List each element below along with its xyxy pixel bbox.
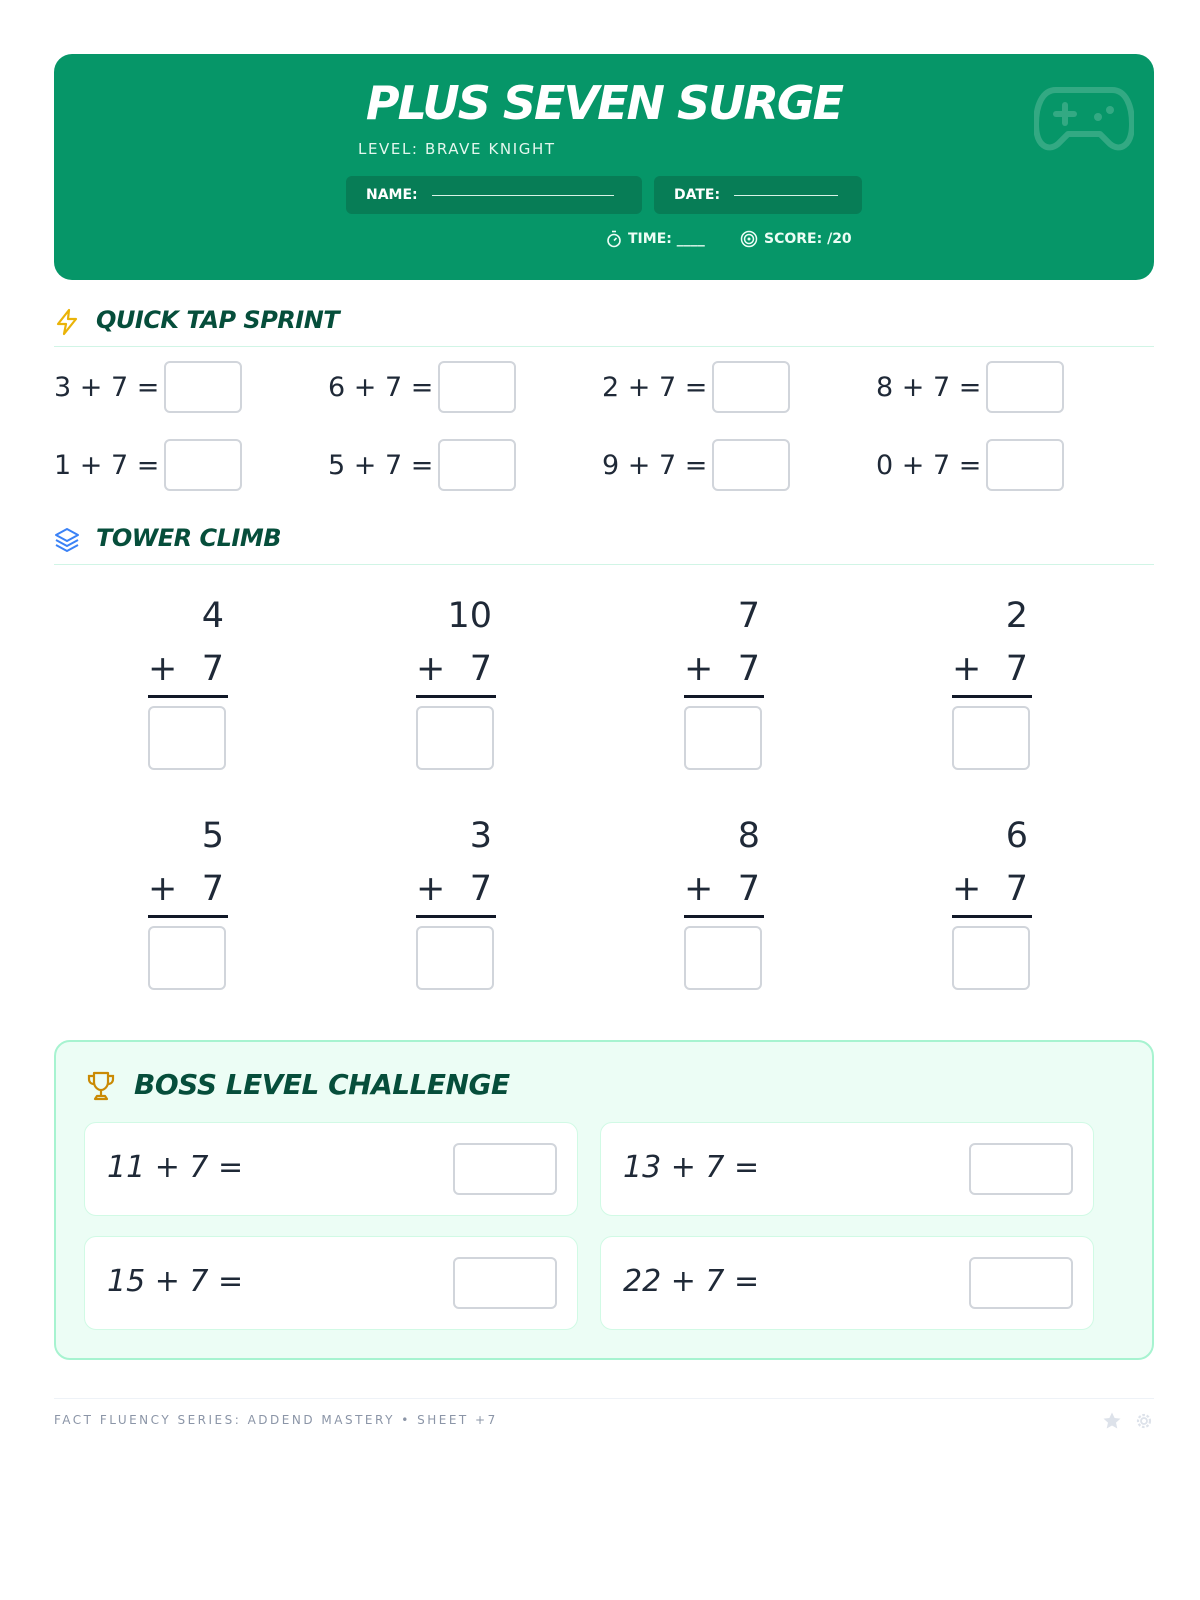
- name-field[interactable]: [346, 176, 642, 214]
- sprint-title: QUICK TAP SPRINT: [96, 306, 340, 334]
- sprint-equation: 3 + 7 =: [54, 371, 160, 403]
- sprint-equation: 6 + 7 =: [328, 371, 434, 403]
- sprint-problem: [54, 361, 242, 413]
- plus-sign: +: [684, 649, 714, 689]
- top-addend: 3: [469, 816, 492, 856]
- stopwatch-icon: [606, 230, 622, 248]
- bottom-addend: 7: [1005, 649, 1028, 689]
- score-field: [740, 230, 852, 248]
- sprint-problem: [328, 439, 516, 491]
- time-label: TIME: ____: [628, 231, 705, 247]
- answer-box[interactable]: [684, 706, 762, 770]
- sprint-equation: 2 + 7 =: [602, 371, 708, 403]
- answer-box[interactable]: [416, 926, 494, 990]
- answer-box[interactable]: [969, 1257, 1073, 1309]
- sum-line: [416, 915, 496, 918]
- sum-line: [416, 695, 496, 698]
- boss-problem-card: [84, 1236, 578, 1330]
- answer-box[interactable]: [684, 926, 762, 990]
- top-addend: 5: [201, 816, 224, 856]
- tower-section-header: [54, 514, 1154, 565]
- bottom-addend: 7: [469, 649, 492, 689]
- sum-line: [952, 915, 1032, 918]
- boss-title: BOSS LEVEL CHALLENGE: [134, 1068, 510, 1101]
- level-label: LEVEL: BRAVE KNIGHT: [358, 140, 556, 158]
- gamepad-icon: [1034, 84, 1134, 156]
- footer-icons: [1102, 1411, 1154, 1431]
- top-addend: 8: [737, 816, 760, 856]
- boss-problem-card: [600, 1236, 1094, 1330]
- answer-box[interactable]: [986, 361, 1064, 413]
- answer-box[interactable]: [969, 1143, 1073, 1195]
- bottom-addend: 7: [201, 869, 224, 909]
- top-addend: 7: [737, 596, 760, 636]
- sum-line: [684, 915, 764, 918]
- date-line: [734, 195, 838, 196]
- answer-box[interactable]: [438, 361, 516, 413]
- boss-equation: 22 + 7 =: [623, 1264, 760, 1299]
- bottom-addend: 7: [201, 649, 224, 689]
- answer-box[interactable]: [986, 439, 1064, 491]
- sum-line: [148, 695, 228, 698]
- top-addend: 10: [447, 596, 492, 636]
- star-icon: [1102, 1411, 1122, 1431]
- boss-equation: 15 + 7 =: [107, 1264, 244, 1299]
- sprint-problem: [54, 439, 242, 491]
- answer-box[interactable]: [164, 361, 242, 413]
- time-field: [606, 230, 705, 248]
- answer-box[interactable]: [712, 439, 790, 491]
- sprint-equation: 8 + 7 =: [876, 371, 982, 403]
- plus-sign: +: [416, 649, 446, 689]
- target-icon: [740, 230, 758, 248]
- plus-sign: +: [148, 649, 178, 689]
- sprint-equation: 5 + 7 =: [328, 449, 434, 481]
- boss-equation: 11 + 7 =: [107, 1150, 244, 1185]
- answer-box[interactable]: [148, 706, 226, 770]
- plus-sign: +: [952, 869, 982, 909]
- sprint-problem: [602, 439, 790, 491]
- sprint-problem: [876, 439, 1064, 491]
- boss-problem-card: [600, 1122, 1094, 1216]
- sum-line: [148, 915, 228, 918]
- answer-box[interactable]: [952, 926, 1030, 990]
- answer-box[interactable]: [438, 439, 516, 491]
- sprint-equation: 0 + 7 =: [876, 449, 982, 481]
- bottom-addend: 7: [737, 649, 760, 689]
- name-label: NAME:: [366, 187, 418, 203]
- boss-challenge-panel: [54, 1040, 1154, 1360]
- trophy-icon: [86, 1070, 116, 1102]
- worksheet-title: PLUS SEVEN SURGE: [365, 76, 843, 130]
- footer: [54, 1398, 1154, 1427]
- plus-sign: +: [684, 869, 714, 909]
- name-line: [432, 195, 614, 196]
- worksheet-page: [54, 54, 1154, 1427]
- plus-sign: +: [416, 869, 446, 909]
- lightning-icon: [54, 308, 80, 336]
- date-field[interactable]: [654, 176, 862, 214]
- top-addend: 6: [1005, 816, 1028, 856]
- bottom-addend: 7: [1005, 869, 1028, 909]
- answer-box[interactable]: [952, 706, 1030, 770]
- bottom-addend: 7: [469, 869, 492, 909]
- plus-sign: +: [952, 649, 982, 689]
- top-addend: 2: [1005, 596, 1028, 636]
- footer-text: FACT FLUENCY SERIES: ADDEND MASTERY • SHEET +7: [54, 1413, 498, 1427]
- date-label: DATE:: [674, 187, 721, 203]
- sprint-problem: [328, 361, 516, 413]
- sprint-section-header: [54, 296, 1154, 347]
- answer-box[interactable]: [164, 439, 242, 491]
- boss-equation: 13 + 7 =: [623, 1150, 760, 1185]
- sum-line: [952, 695, 1032, 698]
- sprint-problem: [602, 361, 790, 413]
- sum-line: [684, 695, 764, 698]
- score-label: SCORE: /20: [764, 231, 852, 247]
- sprint-problem: [876, 361, 1064, 413]
- answer-box[interactable]: [453, 1143, 557, 1195]
- boss-problem-card: [84, 1122, 578, 1216]
- sprint-equation: 9 + 7 =: [602, 449, 708, 481]
- bottom-addend: 7: [737, 869, 760, 909]
- layers-icon: [54, 526, 80, 554]
- header-banner: [54, 54, 1154, 280]
- answer-box[interactable]: [148, 926, 226, 990]
- sprint-equation: 1 + 7 =: [54, 449, 160, 481]
- gear-icon: [1134, 1411, 1154, 1431]
- answer-box[interactable]: [416, 706, 494, 770]
- answer-box[interactable]: [712, 361, 790, 413]
- top-addend: 4: [201, 596, 224, 636]
- answer-box[interactable]: [453, 1257, 557, 1309]
- tower-title: TOWER CLIMB: [96, 524, 281, 552]
- plus-sign: +: [148, 869, 178, 909]
